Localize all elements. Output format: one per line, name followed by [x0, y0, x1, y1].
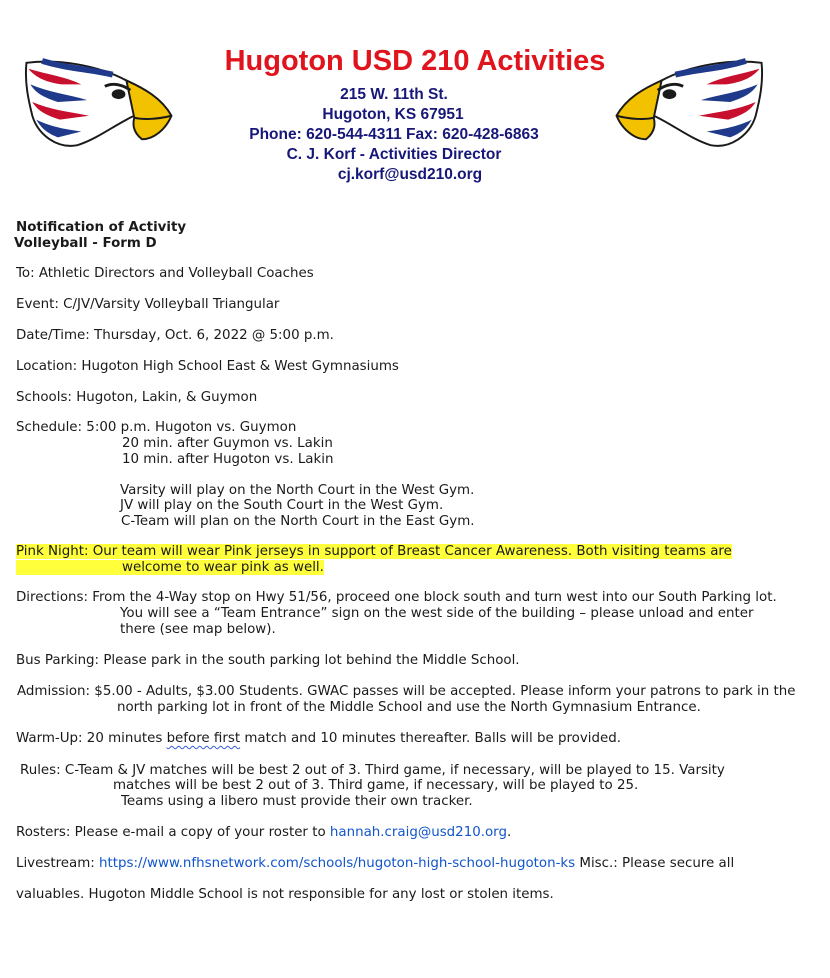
admission-line-2: north parking lot in front of the Middle School and use the North Gymnasium Entrance. [117, 700, 701, 715]
form-subheading: Volleyball - Form D [14, 236, 157, 251]
pink-night-highlight-2: welcome to wear pink as well. [16, 560, 324, 575]
rules-line-3: Teams using a libero must provide their own tracker. [121, 794, 473, 809]
warmup-line [16, 731, 621, 747]
phone-fax: Phone: 620-544-4311 Fax: 620-428-6863 [249, 126, 539, 143]
schedule-line-1: Schedule: 5:00 p.m. Hugoton vs. Guymon [16, 420, 297, 435]
schedule-line-3: 10 min. after Hugoton vs. Lakin [122, 452, 334, 467]
notification-heading: Notification of Activity [16, 220, 187, 235]
to-line: To: Athletic Directors and Volleyball Coaches [16, 266, 314, 281]
datetime-line: Date/Time: Thursday, Oct. 6, 2022 @ 5:00 p.m. [16, 328, 334, 343]
court-jv: JV will play on the South Court in the West Gym. [120, 498, 444, 513]
rules-line-2: matches will be best 2 out of 3. Third game, if necessary, will be played to 25. [113, 778, 639, 793]
director-email[interactable]: cj.korf@usd210.org [337, 166, 483, 183]
rosters-email-link[interactable]: hannah.craig@usd210.org [329, 825, 507, 840]
court-cteam: C-Team will plan on the North Court in the East Gym. [121, 514, 475, 529]
rosters-suffix: . [506, 825, 512, 840]
admission-line-1: Admission: $5.00 - Adults, $3.00 Students. GWAC passes will be accepted. Please inform your patrons to park in the [17, 684, 796, 699]
bus-parking-line: Bus Parking: Please park in the south parking lot behind the Middle School. [16, 653, 520, 668]
location-line: Location: Hugoton High School East & West Gymnasiums [16, 359, 399, 374]
misc-text: Misc.: Please secure all [575, 856, 735, 871]
directions-line-3: there (see map below). [120, 622, 276, 637]
warmup-prefix: Warm-Up: 20 minutes [16, 731, 167, 746]
spellcheck-flagged-text[interactable]: before first [166, 731, 241, 746]
directions-line-1: Directions: From the 4-Way stop on Hwy 51/56, proceed one block south and turn west into our South Parking lot. [16, 590, 777, 605]
livestream-prefix: Livestream: [16, 856, 100, 871]
address-street: 215 W. 11th St. [340, 86, 448, 103]
page-title: Hugoton USD 210 Activities [224, 45, 606, 77]
address-city: Hugoton, KS 67951 [322, 106, 464, 123]
event-line: Event: C/JV/Varsity Volleyball Triangular [16, 297, 280, 312]
livestream-line [16, 856, 734, 872]
director: C. J. Korf - Activities Director [286, 146, 502, 163]
court-varsity: Varsity will play on the North Court in the West Gym. [120, 483, 475, 498]
warmup-suffix: match and 10 minutes thereafter. Balls will be provided. [240, 731, 622, 746]
directions-line-2: You will see a “Team Entrance” sign on the west side of the building – please unload and enter [120, 606, 754, 621]
rosters-prefix: Rosters: Please e-mail a copy of your roster to [16, 825, 330, 840]
pink-night-line-2 [16, 560, 324, 576]
pink-night-highlight-1: Pink Night: Our team will wear Pink jerseys in support of Breast Cancer Awareness. Both visiting teams are [16, 544, 732, 559]
livestream-link[interactable]: https://www.nfhsnetwork.com/schools/hugoton-high-school-hugoton-ks [99, 856, 576, 871]
schools-line: Schools: Hugoton, Lakin, & Guymon [16, 390, 258, 405]
rosters-line [16, 825, 511, 841]
schedule-line-2: 20 min. after Guymon vs. Lakin [122, 436, 333, 451]
rules-line-1: Rules: C-Team & JV matches will be best 2 out of 3. Third game, if necessary, will be played to 15. Varsity [20, 763, 725, 778]
pink-night-line-1 [16, 544, 732, 560]
valuables-line: valuables. Hugoton Middle School is not responsible for any lost or stolen items. [16, 887, 554, 902]
